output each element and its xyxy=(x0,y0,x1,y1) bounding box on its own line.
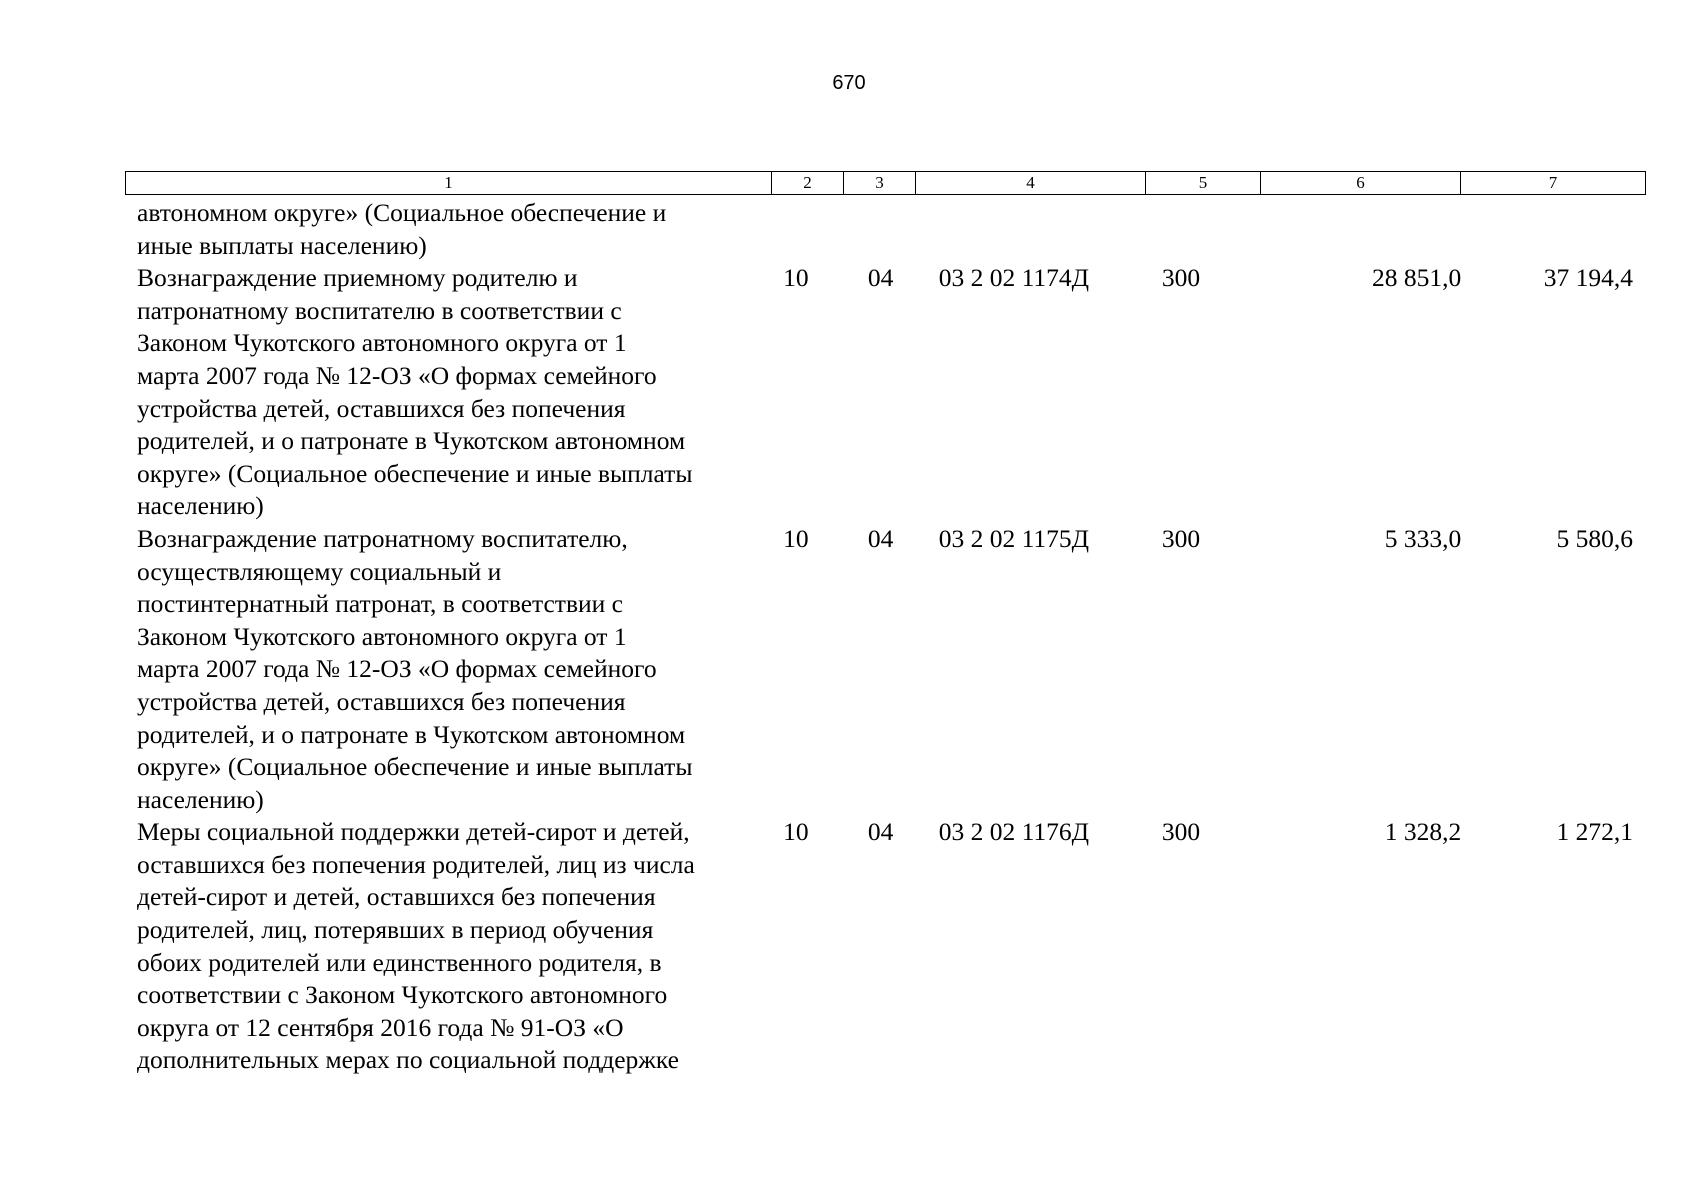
name-line: постинтернатный патронат, в соответствии с xyxy=(137,589,623,619)
name-line: Законом Чукотского автономного округа от 1 xyxy=(137,328,627,358)
row-name xyxy=(125,197,771,262)
row-target-code: 03 2 02 1175Д xyxy=(938,523,1090,553)
name-line: соответствии с Законом Чукотского автономного xyxy=(137,980,668,1010)
name-line: осуществляющему социальный и xyxy=(137,556,502,586)
name-line: устройства детей, оставшихся без попечения xyxy=(137,393,626,423)
row-expense-type xyxy=(1150,197,1275,262)
row-expense-type: 300 xyxy=(1161,263,1201,293)
name-line: автономном округе» (Социальное обеспечение и xyxy=(137,198,667,227)
name-line: устройства детей, оставшихся без попечения xyxy=(137,686,626,716)
name-line: марта 2007 года № 12-ОЗ «О формах семейного xyxy=(137,654,657,684)
row-amount-2: 5 580,6 xyxy=(1556,523,1634,553)
name-line: Вознаграждение приемному родителю и xyxy=(137,263,578,293)
name-line: округе» (Социальное обеспечение и иные выплаты xyxy=(137,752,693,782)
row-amount-1 xyxy=(1275,197,1462,262)
row-amount-2: 37 194,4 xyxy=(1543,263,1634,293)
row-subsection xyxy=(854,197,927,262)
header-col-7: 7 xyxy=(1461,172,1646,195)
header-col-5: 5 xyxy=(1146,172,1261,195)
row-expense-type: 300 xyxy=(1161,523,1201,553)
name-line: патронатному воспитателю в соответствии с xyxy=(137,295,622,325)
row-target-code: 03 2 02 1176Д xyxy=(938,817,1090,847)
name-line: родителей, и о патронате в Чукотском автономном xyxy=(137,426,686,456)
row-name xyxy=(125,523,771,816)
name-line: Законом Чукотского автономного округа от 1 xyxy=(137,621,627,651)
header-col-3: 3 xyxy=(844,172,916,195)
name-line: марта 2007 года № 12-ОЗ «О формах семейного xyxy=(137,360,657,390)
name-line: оставшихся без попечения родителей, лиц из числа xyxy=(137,849,695,879)
header-col-6: 6 xyxy=(1261,172,1461,195)
name-line: населению) xyxy=(137,784,264,814)
row-section xyxy=(771,197,854,262)
row-name xyxy=(125,262,771,523)
row-amount-1: 5 333,0 xyxy=(1384,523,1462,553)
row-amount-2 xyxy=(1461,197,1645,262)
name-line: Вознаграждение патронатному воспитателю, xyxy=(137,523,628,553)
row-amount-1: 1 328,2 xyxy=(1384,817,1462,847)
name-line: детей-сирот и детей, оставшихся без попечения xyxy=(137,882,656,912)
row-expense-type: 300 xyxy=(1161,817,1201,847)
name-line: дополнительных мерах по социальной поддержке xyxy=(137,1045,679,1075)
header-col-4: 4 xyxy=(916,172,1146,195)
name-line: родителей, и о патронате в Чукотском автономном xyxy=(137,719,686,749)
row-section: 10 xyxy=(783,263,809,293)
name-line: Меры социальной поддержки детей-сирот и детей, xyxy=(137,817,690,847)
row-amount-1: 28 851,0 xyxy=(1371,263,1462,293)
header-col-2: 2 xyxy=(772,172,844,195)
row-section: 10 xyxy=(783,817,809,847)
name-line: населению) xyxy=(137,491,264,521)
row-name xyxy=(125,816,771,1077)
table-body xyxy=(125,197,1645,1077)
table-row xyxy=(125,262,1645,523)
row-section: 10 xyxy=(783,523,809,553)
name-line: округа от 12 сентября 2016 года № 91-ОЗ «О xyxy=(137,1012,624,1042)
table-row xyxy=(125,197,1645,262)
column-number-header xyxy=(125,171,1646,195)
row-subsection: 04 xyxy=(867,523,894,553)
name-line: обоих родителей или единственного родителя, в xyxy=(137,947,662,977)
header-col-1: 1 xyxy=(126,172,772,195)
name-line: иные выплаты населению) xyxy=(137,230,427,260)
header-row xyxy=(126,172,1646,195)
name-line: округе» (Социальное обеспечение и иные выплаты xyxy=(137,458,693,488)
row-target-code xyxy=(927,197,1150,262)
row-subsection: 04 xyxy=(867,817,894,847)
page-number: 670 xyxy=(832,72,866,94)
name-line: родителей, лиц, потерявших в период обучения xyxy=(137,915,654,945)
table-row xyxy=(125,816,1645,1077)
row-target-code: 03 2 02 1174Д xyxy=(938,263,1090,293)
table-row xyxy=(125,523,1645,816)
row-amount-2: 1 272,1 xyxy=(1556,817,1634,847)
row-subsection: 04 xyxy=(867,263,894,293)
